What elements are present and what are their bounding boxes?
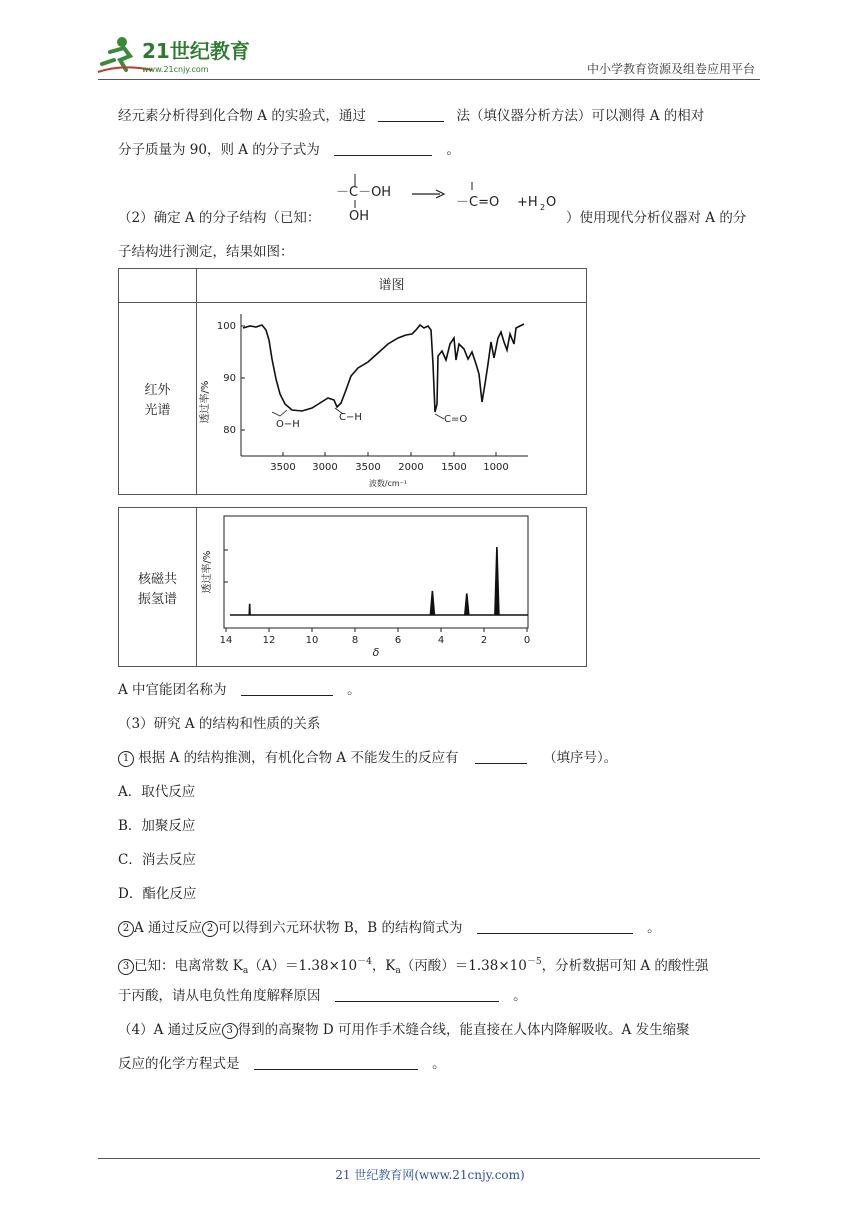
formula-text: 2 [540,203,546,212]
answer-blank[interactable] [378,107,444,122]
option-b: B．加聚反应 [118,818,196,834]
nmr-spectrum-chart [198,510,586,666]
answer-blank[interactable] [477,919,633,934]
text-line [566,208,746,228]
ir-xtick: 3500 [355,462,381,473]
text: 得到的高聚物 D 可用作手术缝合线，能直接在人体内降解吸收。A 发生缩聚 [237,1022,690,1038]
site-logo [92,34,262,78]
text-line [118,714,320,734]
formula-text: －C－OH [336,185,392,200]
row-label: 红外 [144,383,171,398]
option-a: A．取代反应 [118,784,196,800]
text-line [118,748,617,768]
text: ，K [371,958,396,974]
ir-annotation-co: C=O [444,414,468,425]
text-line [118,952,708,981]
answer-blank[interactable] [334,141,432,156]
subscript: a [395,966,401,976]
ir-xlabel: 波数/cm⁻¹ [368,479,408,488]
superscript: －4 [357,957,372,967]
text: 子结构进行测定，结果如图： [118,244,294,260]
nmr-xtick: 12 [262,635,276,646]
text: （填序号）。 [543,750,618,766]
logo-url: www.21cnjy.com [142,65,209,74]
ir-xticks [283,452,496,456]
text: 于丙酸，请从电负性角度解释原因 [118,988,321,1004]
text-line [118,1020,690,1040]
row-label: 振氢谱 [137,592,177,607]
ir-spectrum-chart [198,304,586,494]
nmr-peak [430,591,434,615]
reaction-formula [336,172,566,228]
ir-annotation-oh: O−H [276,419,300,430]
nmr-xtick: 4 [437,635,445,646]
text-line [118,106,704,126]
table-divider [119,302,586,303]
subscript: a [242,966,249,976]
ir-annotation-ch: C−H [339,412,362,423]
table-divider [196,508,197,666]
text: （2）确定 A 的分子结构（已知： [118,210,321,226]
text-line [118,918,661,938]
answer-blank[interactable] [241,681,333,696]
nmr-peak [495,547,499,615]
text: A 通过反应 [134,920,203,936]
formula-text: +H [517,195,538,210]
circled-number: 1 [118,751,134,767]
formula-text: －C=O [456,195,500,210]
header-divider [98,79,760,80]
row-label: 光谱 [144,403,171,418]
text: 分子质量为 90，则 A 的分子式为 [118,142,320,158]
text: 已知：电离常数 K [134,958,243,974]
text: （3）研究 A 的结构和性质的关系 [118,716,321,732]
text: 法（填仪器分析方法）可以测得 A 的相对 [456,108,705,124]
footer-link[interactable]: 21 世纪教育网(www.21cnjy.com) [335,1168,525,1182]
nmr-frame [224,516,528,628]
ir-ytick: 90 [223,373,236,384]
text: （丙酸）＝1.38×10 [400,958,527,974]
ir-ytick: 100 [216,321,236,332]
option-d: D．酯化反应 [118,886,197,902]
text-line [118,680,361,700]
text: ，分析数据可知 A 的酸性强 [541,958,709,974]
text-line [118,208,320,228]
text-line [118,242,294,262]
ir-xtick: 1000 [483,462,509,473]
nmr-peak [249,604,250,615]
nmr-xtick: 14 [219,635,233,646]
circled-number: 2 [202,921,218,937]
nmr-xtick: 2 [480,635,488,646]
nmr-xtick: 6 [394,635,402,646]
ir-xtick: 3000 [312,462,338,473]
row-label: 核磁共 [137,572,177,587]
text: 反应的化学方程式是 [118,1056,240,1072]
circled-number: 3 [222,1023,238,1039]
text-line [118,140,460,160]
text: 。 [432,1056,446,1072]
nmr-xtick: 10 [305,635,319,646]
nmr-peak [465,593,469,615]
footer-divider [98,1158,760,1159]
superscript: －5 [526,957,542,967]
option-c: C．消去反应 [118,852,196,868]
logo-text: 21世纪教育 [142,39,250,63]
text: 。 [347,682,361,698]
text-line [118,1054,446,1074]
formula-text: OH [349,209,370,224]
ir-curve [243,324,524,412]
text: 经元素分析得到化合物 A 的实验式，通过 [118,108,366,124]
text: 可以得到六元环状物 B，B 的结构简式为 [218,920,463,936]
nmr-xtick: 0 [523,635,531,646]
text: （A）＝1.38×10 [248,958,358,974]
text: A 中官能团名称为 [118,682,227,698]
table-header: 谱图 [378,278,405,293]
text-line [118,986,527,1006]
nmr-xtick: 8 [351,635,359,646]
nmr-ylabel: 透过率/% [202,550,213,594]
ir-ylabel: 透过率/% [200,380,211,424]
site-name: 中小学教育资源及组卷应用平台 [586,62,755,76]
answer-blank[interactable] [254,1055,418,1070]
ir-xtick: 2000 [398,462,424,473]
text: 。 [647,920,661,936]
ir-xtick: 3500 [270,462,296,473]
ir-ytick: 80 [223,425,236,436]
ir-xtick: 1500 [441,462,467,473]
text: 根据 A 的结构推测，有机化合物 A 不能发生的反应有 [138,750,459,766]
answer-blank[interactable] [335,987,499,1002]
text: ）使用现代分析仪器对 A 的分 [566,210,747,226]
text: 。 [446,142,460,158]
circled-number: 2 [118,921,134,937]
circled-number: 3 [118,959,134,975]
nmr-xlabel: δ [372,646,380,659]
text: 。 [513,988,527,1004]
answer-blank[interactable] [475,749,527,764]
formula-text: O [546,195,557,210]
text: （4）A 通过反应 [118,1022,222,1038]
